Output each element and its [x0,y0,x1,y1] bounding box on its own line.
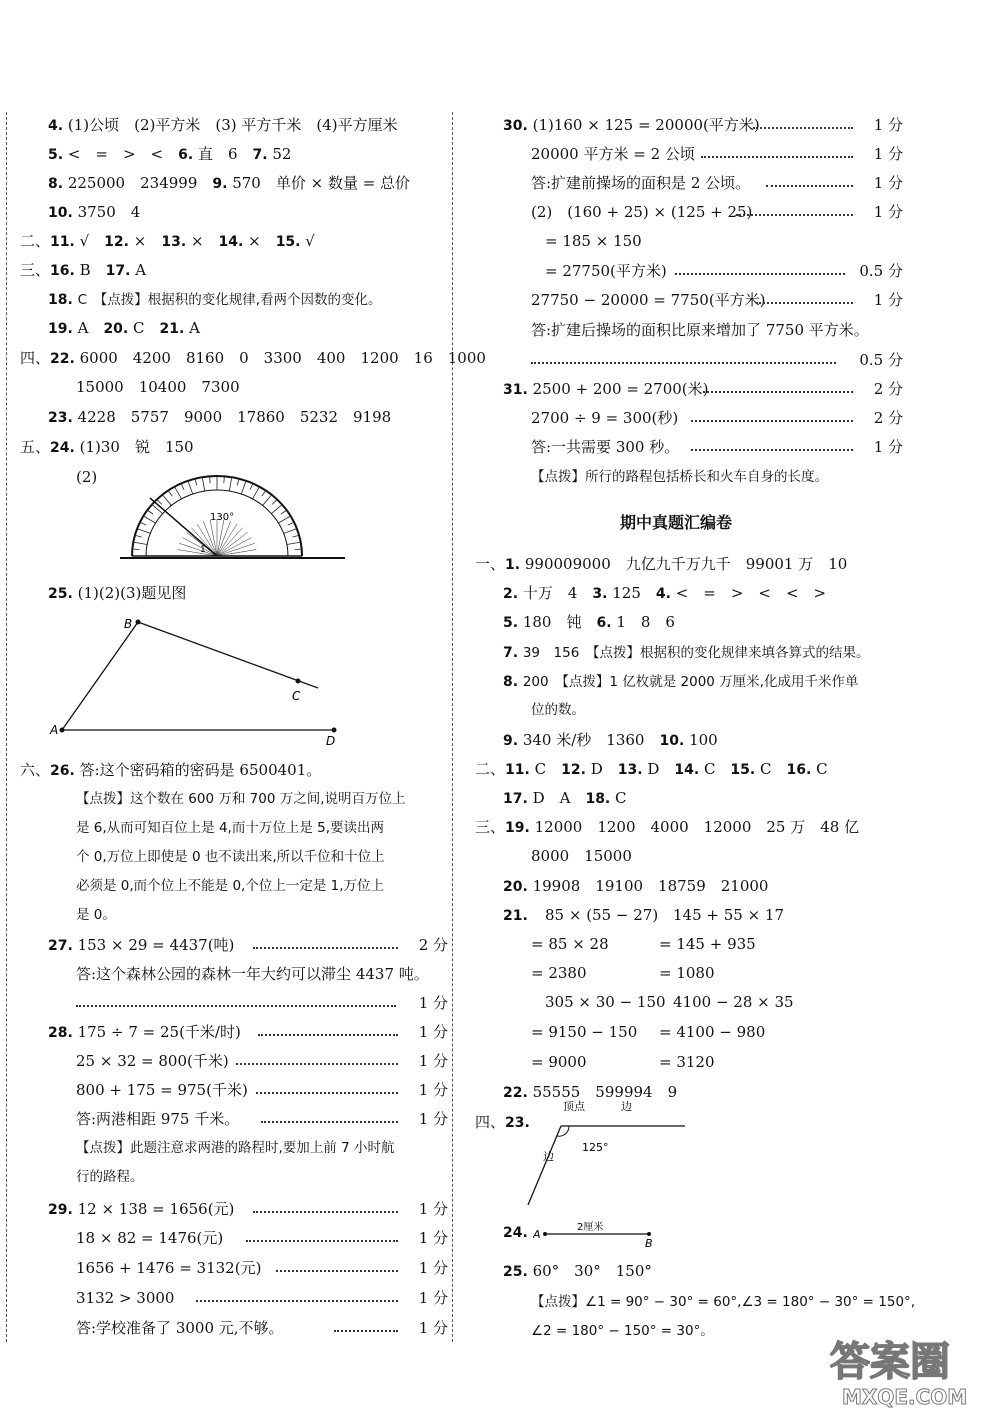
answer-line: 17. D A 18. C [503,789,627,807]
protractor-tick [253,487,260,499]
solution-line: 20000 平方米 = 2 公顷 1 分 [531,145,903,163]
calc-step: = 85 × 28 [531,935,609,953]
protractor-tick [262,490,266,496]
segment-figure [533,1218,663,1248]
hint-line: 是 6,从而可知百位上是 4,而十万位上是 5,要读出两 [76,820,385,836]
answer-line: 8. 200 【点拨】1 亿枚就是 2000 万厘米,化成用千米作单 [503,674,859,690]
answer-line: 4. (1)公顷 (2)平方米 (3) 平方千米 (4)平方厘米 [48,116,398,134]
protractor-tick [281,510,287,514]
section-three: 三、19. 12000 1200 4000 12000 25 万 48 亿 [475,818,860,836]
section-three: 三、16. B 17. A [20,261,147,279]
answer-line: 8000 15000 [531,847,632,865]
answer-line: 9. 340 米/秒 1360 10. 100 [503,731,718,749]
protractor-tick [237,479,239,486]
answer-line: 15000 10400 7300 [76,378,240,396]
answer-line: 24. [503,1225,528,1241]
calc-step: 305 × 30 − 150 [545,993,666,1011]
solution-line: 27750 − 20000 = 7750(平方米) 1 分 [531,291,903,309]
protractor-tick [135,535,142,537]
answer-line: 5. < = > < 6. 直 6 7. 52 [48,145,292,163]
protractor-tick [210,476,211,483]
section-four: 四、23. [475,1113,530,1131]
section-title: 期中真题汇编卷 [620,513,733,532]
protractor-angle-label: 130° [210,512,235,523]
point-label-a: A [50,723,59,737]
hint-line: 位的数。 [531,702,585,718]
calc-step: 145 + 55 × 17 [673,906,785,924]
calc-step: = 145 + 935 [659,935,756,953]
solution-line: 答:扩建前操场的面积是 2 公顷。 1 分 [531,174,903,192]
calc-step: = 9000 [531,1053,587,1071]
solution-line: 答:一共需要 300 秒。 1 分 [531,438,903,456]
solution-line: = 27750(平方米) 0.5 分 [545,262,903,280]
answer-line: (2) [76,468,98,486]
left-margin-rule [6,112,7,1342]
segment-length-label: 2厘米 [577,1222,604,1233]
protractor-tick [263,495,272,506]
solution-line: 31. 2500 + 200 = 2700(米) 2 分 [503,380,903,398]
answer-line: 19. A 20. C 21. A [48,319,200,337]
protractor-tick [287,542,301,544]
section-one: 一、1. 990009000 九亿九千万九千 99001 万 10 [475,555,848,573]
protractor-tick [175,487,182,499]
protractor-tick [195,479,197,486]
protractor-tick [137,529,150,534]
edge-label: 边 [621,1100,632,1113]
section-six: 六、26. 答:这个密码箱的密码是 6500401。 [20,761,322,779]
solution-line: 27. 153 × 29 = 4437(吨) 2 分 [48,936,448,954]
protractor-tick [132,549,139,550]
protractor-tick [143,516,155,523]
calc-step: = 2380 [531,964,587,982]
protractor-tick [229,477,231,491]
section-two: 二、11. √ 12. × 13. × 14. × 15. √ [20,232,315,250]
protractor-tick [284,529,297,534]
solution-line: 答:学校准备了 3000 元,不够。 1 分 [76,1319,448,1337]
section-five: 五、24. (1)30 锐 150 [20,438,194,456]
solution-line: 答:这个森林公园的森林一年大约可以滞尘 4437 吨。 [76,965,429,983]
hint-line: ∠2 = 180° − 150° = 30°。 [531,1323,714,1339]
protractor-tick [224,476,225,483]
solution-line: 25 × 32 = 800(千米) 1 分 [76,1052,448,1070]
solution-line: 2700 ÷ 9 = 300(秒) 2 分 [531,409,903,427]
hint-line: 个 0,万位上即使是 0 也不读出来,所以千位和十位上 [76,849,385,865]
protractor-tick [133,542,147,544]
vertex-label: 顶点 [563,1100,585,1113]
calc-step: 4100 − 28 × 35 [673,993,794,1011]
protractor-tick [292,535,299,537]
calc-step: = 9150 − 150 [531,1023,638,1041]
solution-line: 1656 + 1476 = 3132(元) 1 分 [76,1259,448,1277]
calc-step: = 3120 [659,1053,715,1071]
protractor-figure [110,470,370,575]
solution-line: 30. (1)160 × 125 = 20000(平方米) 1 分 [503,116,903,134]
point-label-c: C [292,689,301,703]
hint-line: 【点拨】所行的路程包括桥长和火车自身的长度。 [531,469,828,485]
answer-line: 10. 3750 4 [48,203,141,221]
answer-line: 18. C 【点拨】根据积的变化规律,看两个因数的变化。 [48,292,382,308]
hint-line: 【点拨】这个数在 600 万和 700 万之间,说明百万位上 [76,791,406,807]
answer-line: 21. [503,908,528,924]
hint-line: 必须是 0,而个位上不能是 0,个位上一定是 1,万位上 [76,878,385,894]
point-label-b: B [645,1237,653,1248]
solution-line: = 185 × 150 [545,232,642,250]
calc-step: 85 × (55 − 27) [545,906,659,924]
angle-degree-label: 125° [582,1141,609,1154]
solution-line: 29. 12 × 138 = 1656(元) 1 分 [48,1200,448,1218]
hint-line: 行的路程。 [76,1169,144,1185]
answer-line: 23. 4228 5757 9000 17860 5232 9198 [48,408,392,426]
angle-figure [40,610,350,745]
point-label-d: D [326,734,336,745]
answer-line: 7. 39 156 【点拨】根据积的变化规律来填各算式的结果。 [503,645,870,661]
watermark-url: MXQE.COM [842,1385,968,1409]
protractor-tick [250,483,253,489]
protractor-tick [272,499,277,504]
answer-line: 22. 55555 599994 9 [503,1083,678,1101]
answer-line: 8. 225000 234999 9. 570 单价 × 数量 = 总价 [48,174,411,192]
protractor-tick [202,477,204,491]
calc-step: = 4100 − 980 [659,1023,766,1041]
protractor-tick [241,481,246,494]
calc-step: = 1080 [659,964,715,982]
edge-label: 边 [543,1150,554,1163]
section-four: 四、22. 6000 4200 8160 0 3300 400 1200 16 1000 [20,349,486,367]
hint-line: 【点拨】∠1 = 90° − 30° = 60°,∠3 = 180° − 30° = 150°, [531,1294,916,1310]
protractor-tick [168,490,172,496]
protractor-tick [278,516,290,523]
hint-line: 是 0。 [76,907,116,923]
watermark-text: 答案圈 [830,1339,950,1385]
answer-line: 5. 180 钝 6. 1 8 6 [503,613,675,631]
solution-line: 800 + 175 = 975(千米) 1 分 [76,1081,448,1099]
point-label-b: B [124,617,133,631]
protractor-tick [271,505,282,514]
solution-line: (2) (160 + 25) × (125 + 25) 1 分 [531,203,903,221]
protractor-tick [295,549,302,550]
protractor-tick [188,481,193,494]
angle-125-figure [525,1080,695,1205]
solution-line: 28. 175 ÷ 7 = 25(千米/时) 1 分 [48,1023,448,1041]
protractor-small-label: 1 [200,545,206,555]
answer-line: 25. 60° 30° 150° [503,1262,652,1280]
protractor-tick [147,510,153,514]
solution-line: 3132 > 3000 1 分 [76,1289,448,1307]
hint-line: 【点拨】此题注意求两港的路程时,要加上前 7 小时航 [76,1140,395,1156]
section-two: 二、11. C 12. D 13. D 14. C 15. C 16. C [475,760,828,778]
protractor-tick [181,483,184,489]
column-divider [452,112,453,1342]
answer-line: 2. 十万 4 3. 125 4. < = > < < > [503,584,827,602]
answer-line: 20. 19908 19100 18759 21000 [503,877,769,895]
protractor-tick [162,495,171,506]
protractor-tick [288,522,294,525]
protractor-tick [140,522,146,525]
answer-line: 25. (1)(2)(3)题见图 [48,584,187,602]
solution-line: 答:两港相距 975 千米。 1 分 [76,1110,448,1128]
solution-line: 答:扩建后操场的面积比原来增加了 7750 平方米。 [531,321,869,339]
watermark-logo [820,1330,990,1410]
protractor-tick [152,505,163,514]
point-label-a: A [533,1228,541,1241]
solution-line: 18 × 82 = 1476(元) 1 分 [76,1229,448,1247]
